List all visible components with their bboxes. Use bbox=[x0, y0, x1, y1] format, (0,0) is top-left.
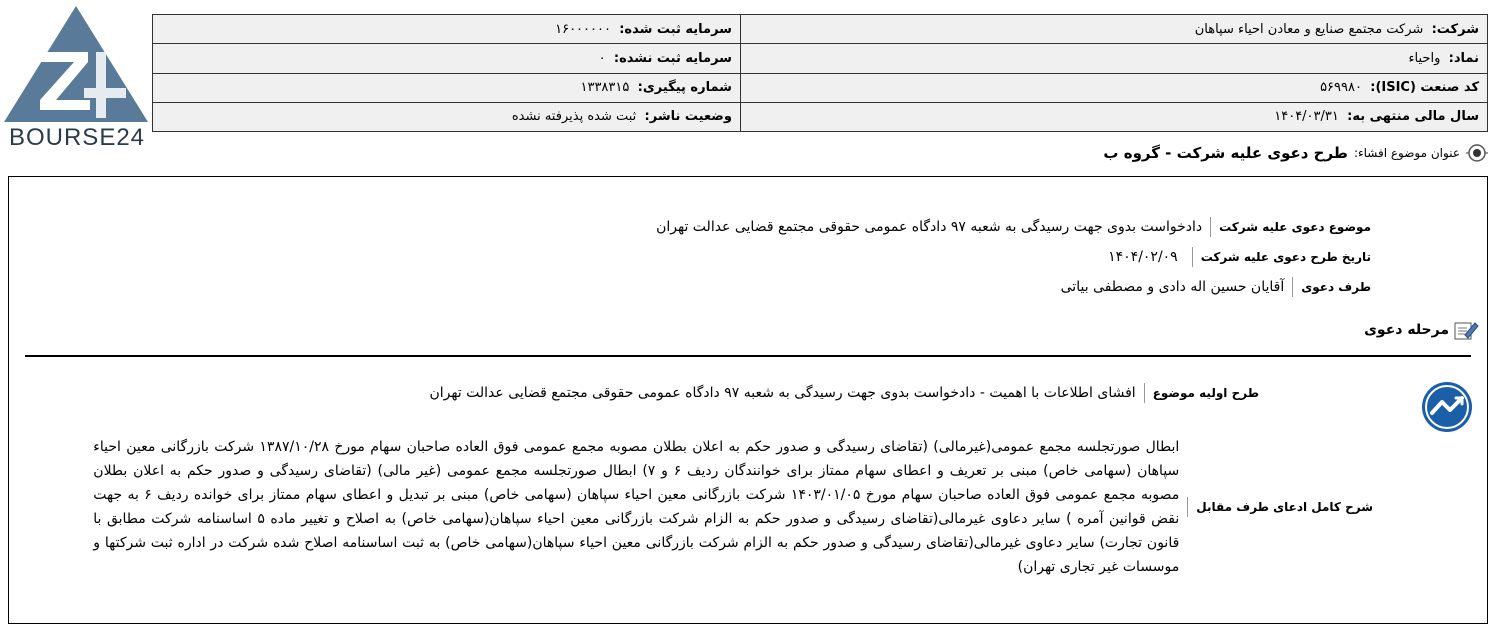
symbol-cell: نماد: واحیاء bbox=[740, 44, 1487, 73]
date-value: ۱۴۰۴/۰۲/۰۹ bbox=[1108, 249, 1178, 265]
date-row bbox=[1108, 247, 1371, 267]
party-label: طرف دعوی bbox=[1301, 280, 1371, 294]
edit-icon bbox=[1453, 319, 1479, 341]
topic-value: دادخواست بدوی جهت رسیدگی به شعبه ۹۷ دادگاه عمومی حقوقی مجتمع قضایی عدالت تهران bbox=[656, 219, 1203, 235]
tracking-cell: شماره پیگیری: ۱۳۳۸۳۱۵ bbox=[153, 73, 741, 102]
publisher-cell: وضعیت ناشر: ثبت شده پذیرفته نشده bbox=[153, 102, 741, 131]
initial-row bbox=[429, 383, 1259, 403]
topic-label: موضوع دعوی علیه شرکت bbox=[1219, 220, 1371, 234]
party-row bbox=[1061, 277, 1371, 297]
isic-cell: کد صنعت (ISIC): ۵۶۹۹۸۰ bbox=[740, 73, 1487, 102]
lawsuit-details-box bbox=[8, 176, 1488, 624]
initial-label: طرح اولیه موضوع bbox=[1152, 386, 1259, 400]
company-info-table bbox=[152, 14, 1488, 132]
trend-badge-icon[interactable] bbox=[1420, 380, 1474, 434]
claim-row bbox=[93, 435, 1373, 579]
date-label: تاریخ طرح دعوی علیه شرکت bbox=[1200, 250, 1371, 264]
company-cell: شرکت: شرکت مجتمع صنایع و معادن احیاء سپاهان bbox=[740, 15, 1487, 44]
subject-title: طرح دعوی علیه شرکت - گروه ب bbox=[1103, 144, 1348, 162]
divider bbox=[25, 355, 1471, 357]
fiscal-cell: سال مالی منتهی به: ۱۴۰۴/۰۳/۳۱ bbox=[740, 102, 1487, 131]
topic-row bbox=[656, 217, 1371, 237]
initial-value: افشای اطلاعات با اهمیت - دادخواست بدوی جهت رسیدگی به شعبه ۹۷ دادگاه عمومی حقوقی مجتمع قضایی عدالت تهران bbox=[429, 385, 1136, 401]
stage-heading bbox=[1364, 319, 1479, 341]
subject-prefix: عنوان موضوع افشاء: bbox=[1353, 146, 1460, 160]
party-value: آقایان حسین اله دادی و مصطفی بیاتی bbox=[1060, 279, 1285, 295]
claim-value: ابطال صورتجلسه مجمع عمومی(غیرمالی) (تقاضای رسیدگی و صدور حکم به اعلان بطلان مصوبه مجمع عمومی فوق العاده صاحبان سهام مورخ ۱۳۸۷/۱۰/۲۸ شرکت بازرگانی معین احیاء سپاهان (سهامی خاص) مبنی بر تعریف و اعطای سهام ممتاز برای خوانندگان ردیف ۶ و ۷) ابطال صورتجلسه مجمع عمومی (غیر مالی) (تقاضای رسیدگی و صدور حکم به اعلان بطلان مصوبه مجمع عمومی فوق العاده صاحبان سهام مورخ ۱۴۰۳/۰۱/۰۵ شرکت بازرگانی معین احیاء سپاهان (سهامی خاص) مبنی بر تبدیل و اعطای سهام ممتاز برای خوانده ردیف ۶ به جهت نقض قوانین آمره ) سایر دعاوی غیرمالی(تقاضای رسیدگی و صدور حکم به الزام شرکت بازرگانی معین احیاء سپاهان(سهامی خاص) به اصلاح و تغییر ماده ۵ اساسنامه شرکت مطابق با قانون تجارت) سایر دعاوی غیرمالی(تقاضای رسیدگی و صدور حکم به الزام شرکت بازرگانی معین احیاء سپاهان(سهامی خاص) به ثبت اساسنامه اصلاح شده شرکت در اداره ثبت شرکتها و موسسات غیر تجاری تهران) bbox=[93, 439, 1180, 575]
stage-title: مرحله دعوی bbox=[1364, 322, 1449, 338]
target-icon bbox=[1466, 142, 1488, 164]
unreg-capital-cell: سرمایه ثبت نشده: ۰ bbox=[153, 44, 741, 73]
claim-label: شرح کامل ادعای طرف مقابل bbox=[1196, 500, 1373, 514]
disclosure-subject bbox=[1103, 142, 1488, 164]
reg-capital-cell: سرمایه ثبت شده: ۱۶۰۰۰۰۰۰ bbox=[153, 15, 741, 44]
logo-text: BOURSE24 bbox=[8, 124, 146, 151]
